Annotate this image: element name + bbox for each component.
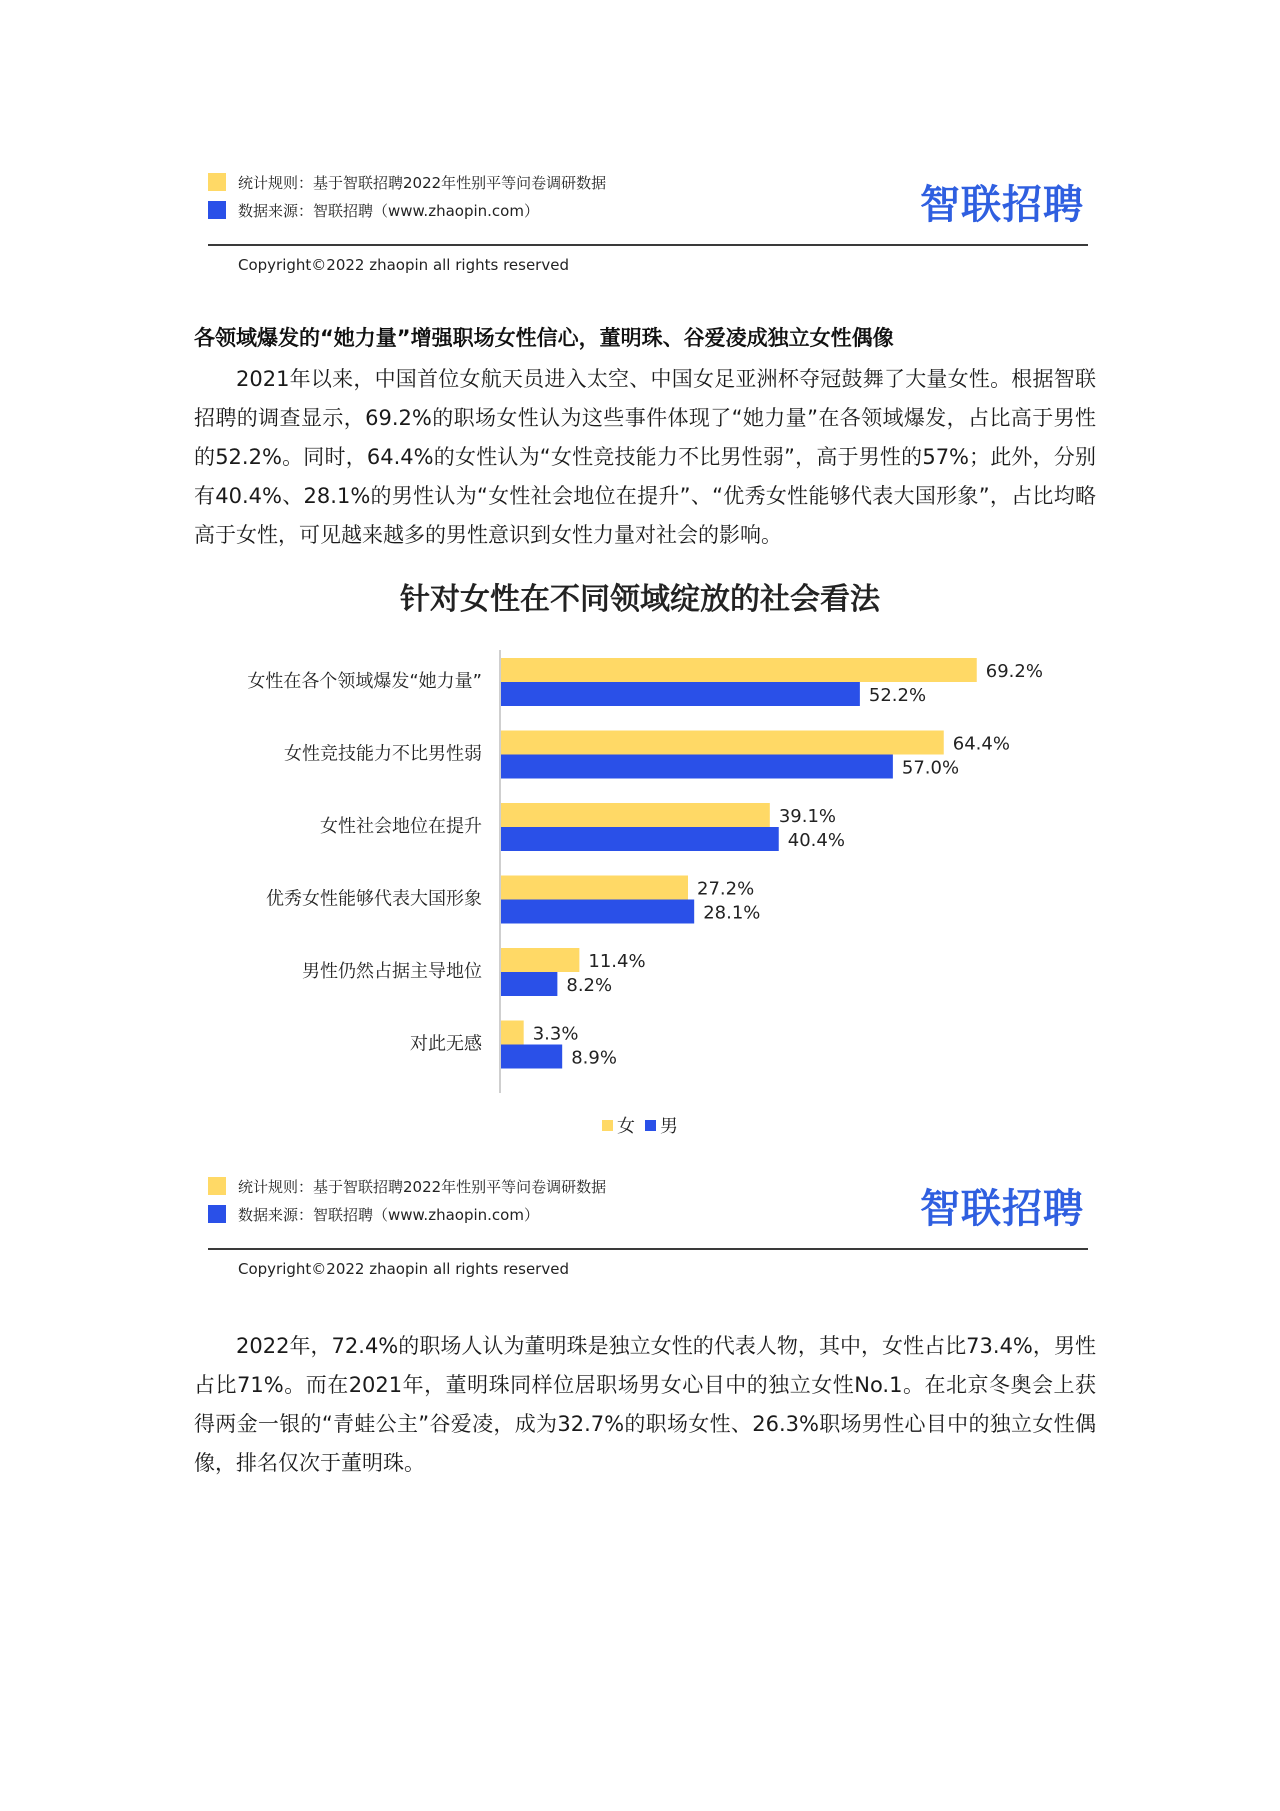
data-label: 64.4%: [952, 733, 1010, 755]
category-label: 女性在各个领域爆发“她力量”: [247, 671, 482, 692]
legend-swatch-female: [602, 1120, 613, 1131]
stat-rule-text: 统计规则：基于智联招聘2022年性别平等问卷调研数据: [238, 173, 607, 192]
stat-rule-row: [208, 1175, 606, 1197]
data-label: 52.2%: [868, 685, 927, 706]
data-label: 8.2%: [566, 975, 613, 996]
zhaopin-logo: 智联招聘: [920, 182, 1084, 228]
yellow-square-icon: [208, 173, 226, 191]
source-block-bottom: [208, 1167, 1088, 1277]
legend-item-male: [645, 1112, 678, 1138]
category-label: 对此无感: [410, 1033, 482, 1055]
data-label: 39.1%: [778, 806, 836, 827]
blue-square-icon: [208, 201, 226, 219]
bar-female: [501, 876, 688, 900]
data-source-row: [208, 1203, 539, 1225]
chart-title: 针对女性在不同领域绽放的社会看法: [400, 582, 880, 617]
divider: [208, 244, 1088, 246]
data-label: 69.2%: [985, 661, 1043, 682]
yellow-square-icon: [208, 1177, 226, 1195]
category-label: 女性竞技能力不比男性弱: [284, 743, 482, 765]
divider: [208, 1248, 1088, 1250]
data-source-text: 数据来源：智联招聘（www.zhaopin.com）: [238, 201, 539, 220]
bar-chart: [0, 640, 1280, 1110]
section-heading: 各领域爆发的“她力量”增强职场女性信心，董明珠、谷爱凌成独立女性偶像: [194, 326, 894, 350]
bar-male: [501, 900, 694, 924]
legend-swatch-male: [645, 1120, 656, 1131]
data-label: 3.3%: [532, 1023, 579, 1045]
data-label: 27.2%: [697, 878, 755, 900]
category-label: 优秀女性能够代表大国形象: [266, 888, 482, 910]
data-label: 8.9%: [571, 1047, 617, 1069]
stat-rule-text: 统计规则：基于智联招聘2022年性别平等问卷调研数据: [238, 1177, 607, 1196]
data-source-row: [208, 199, 539, 221]
bar-male: [501, 827, 779, 851]
article-paragraph-1: [194, 360, 1096, 555]
data-label: 40.4%: [787, 830, 845, 851]
data-label: 57.0%: [901, 757, 960, 779]
paragraph-text: 2021年以来，中国首位女航天员进入太空、中国女足亚洲杯夺冠鼓舞了大量女性。根据智联招聘的调查显示，69.2%的职场女性认为这些事件体现了“她力量”在各领域爆发，占比高于男性的52.2%。同时，64.4%的女性认为“女性竞技能力不比男性弱”，高于男性的57%；此外，分别有40.4%、28.1%的男性认为“女性社会地位在提升”、“优秀女性能够代表大国形象”，占比均略高于女性，可见越来越多的男性意识到女性力量对社会的影响。: [194, 367, 1096, 547]
data-label: 11.4%: [588, 951, 646, 972]
blue-square-icon: [208, 1205, 226, 1223]
source-block-top: [208, 163, 1088, 273]
bar-female: [501, 948, 579, 972]
article-paragraph-2: [194, 1327, 1096, 1483]
bar-female: [501, 731, 944, 755]
paragraph-text: 2022年，72.4%的职场人认为董明珠是独立女性的代表人物，其中，女性占比73.4%，男性占比71%。而在2021年，董明珠同样位居职场男女心目中的独立女性No.1。在北京冬奥会上获得两金一银的“青蛙公主”谷爱凌，成为32.7%的职场女性、26.3%职场男性心目中的独立女性偶像，排名仅次于董明珠。: [194, 1334, 1096, 1475]
bar-male: [501, 682, 860, 706]
data-source-text: 数据来源：智联招聘（www.zhaopin.com）: [238, 1205, 539, 1224]
chart-legend: [0, 1112, 1280, 1138]
legend-label-male: 男: [660, 1116, 678, 1137]
zhaopin-logo: 智联招聘: [920, 1186, 1084, 1232]
bar-female: [501, 658, 977, 682]
category-label: 女性社会地位在提升: [320, 816, 482, 837]
category-label: 男性仍然占据主导地位: [302, 961, 482, 982]
copyright-text: Copyright©2022 zhaopin all rights reserved: [238, 1260, 569, 1278]
data-label: 28.1%: [703, 902, 761, 924]
bar-female: [501, 803, 770, 827]
copyright-text: Copyright©2022 zhaopin all rights reserved: [238, 256, 569, 274]
stat-rule-row: [208, 171, 606, 193]
bar-female: [501, 1021, 524, 1045]
bar-male: [501, 1045, 562, 1069]
bar-male: [501, 972, 557, 996]
legend-item-female: [602, 1112, 635, 1138]
bar-male: [501, 755, 893, 779]
legend-label-female: 女: [617, 1116, 635, 1137]
